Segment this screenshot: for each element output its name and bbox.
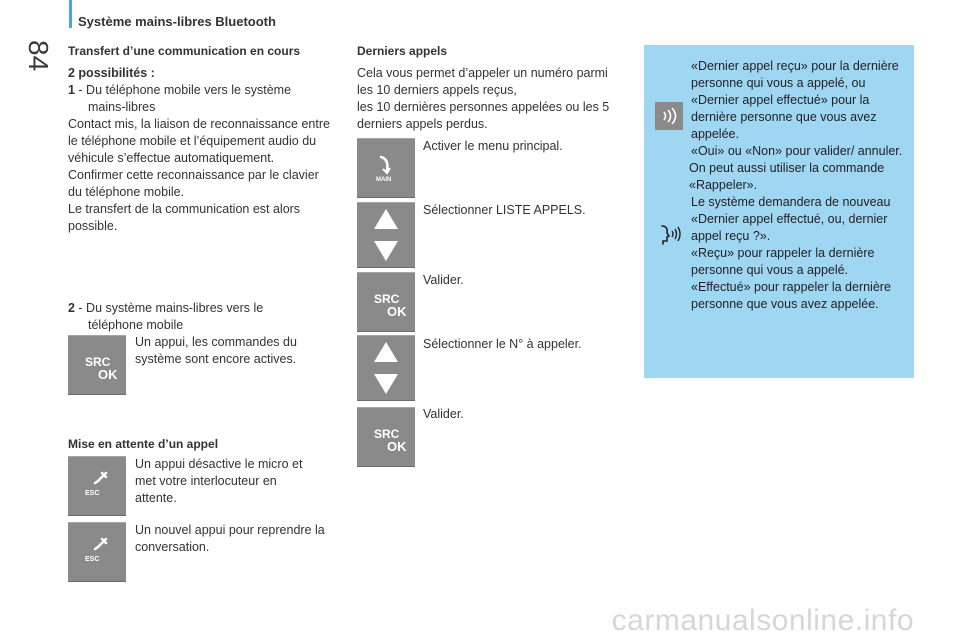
src-ok-button-step-3	[357, 272, 415, 332]
main-button	[357, 138, 415, 198]
esc-hangup-icon	[68, 457, 126, 515]
voice-panel-text-a	[691, 58, 909, 313]
voice-button	[655, 102, 683, 130]
up-down-arrows-icon	[357, 203, 415, 267]
step-1-text: Activer le menu principal.	[423, 139, 563, 153]
possibilities-label: 2 possibilités :	[68, 66, 155, 80]
last-calls-intro	[357, 65, 627, 133]
src-ok-button	[68, 335, 126, 395]
ok-label: OK	[98, 367, 118, 382]
item-1-text: - Du téléphone mobile vers le système mains-libres	[74, 83, 292, 114]
ok-label: OK	[387, 304, 407, 319]
up-down-arrows-button	[357, 202, 415, 268]
main-label: MAIN	[376, 177, 392, 183]
page-number: 84	[23, 40, 54, 72]
paragraph-2: Confirmer cette reconnaissance par le clavier du téléphone mobile.	[68, 168, 319, 199]
paragraph-1: Contact mis, la liaison de reconnaissance entre le téléphone mobile et l’équipement audio du véhicule s’effectue automatiquement.	[68, 117, 330, 165]
step-4-text: Sélectionner le N° à appeler.	[423, 337, 582, 351]
src-ok-button-icon	[357, 273, 415, 331]
step-2-text: Sélectionner LISTE APPELS.	[423, 203, 586, 217]
transfer-body	[68, 65, 330, 235]
paragraph-3: Le transfert de la communication est alors possible.	[68, 202, 301, 233]
last-calls-intro-1: Cela vous permet d’appeler un numéro parmi les 10 derniers appels reçus,	[357, 66, 608, 97]
esc-2-description: Un nouvel appui pour reprendre la conversation.	[135, 523, 325, 554]
header-accent-bar	[69, 0, 72, 28]
esc-hangup-icon	[68, 523, 126, 581]
last-calls-intro-2: les 10 dernières personnes appelées ou les 5 derniers appels perdus.	[357, 100, 610, 131]
src-description: Un appui, les commandes du système sont encore actives.	[135, 335, 297, 366]
esc-label-2: ESC	[85, 556, 100, 563]
panel-line-2: «Dernier appel effectué» pour la dernière personne que vous avez appelée.	[691, 93, 877, 141]
step-5-text: Valider.	[423, 407, 464, 421]
ok-label: OK	[387, 439, 407, 454]
esc-1-description: Un appui désactive le micro et met votre interlocuteur en attente.	[135, 457, 303, 505]
panel-line-1: «Dernier appel reçu» pour la dernière personne qui vous a appelé, ou	[691, 59, 899, 90]
item-1-number: 1	[68, 83, 75, 97]
panel-line-4: On peut aussi utiliser la commande «Rappeler».	[689, 161, 885, 192]
up-down-arrows-icon	[357, 336, 415, 400]
esc-button-2	[68, 522, 126, 582]
item-2-number: 2	[68, 301, 75, 315]
panel-line-5: Le système demandera de nouveau «Dernier appel effectué, ou, dernier appel reçu ?».	[691, 195, 891, 243]
item-2-text: - Du système mains-libres vers le téléphone mobile	[74, 301, 264, 332]
last-calls-heading: Derniers appels	[357, 44, 448, 58]
watermark-url: carmanualsonline.info	[611, 604, 914, 637]
esc-button-1	[68, 456, 126, 516]
hold-heading: Mise en attente d’un appel	[68, 437, 219, 451]
page-header-title: Système mains-libres Bluetooth	[78, 14, 276, 29]
speaking-head-icon	[656, 222, 682, 248]
item-1	[68, 82, 330, 116]
src-ok-button-icon	[357, 408, 415, 466]
step-3-text: Valider.	[423, 273, 464, 287]
panel-line-7: «Effectué» pour rappeler la dernière personne que vous avez appelée.	[691, 280, 891, 311]
page-number-wrap	[23, 40, 54, 80]
src-label: SRC	[374, 292, 400, 306]
voice-command-icon	[655, 102, 683, 130]
item-2	[68, 300, 318, 334]
src-label: SRC	[85, 355, 111, 369]
panel-line-6: «Reçu» pour rappeler la dernière personne qui vous a appelé.	[691, 246, 875, 277]
src-ok-button-icon	[68, 336, 126, 394]
up-down-arrows-button-2	[357, 335, 415, 401]
src-label: SRC	[374, 427, 400, 441]
src-ok-button-step-5	[357, 407, 415, 467]
panel-line-3: «Oui» ou «Non» pour valider/ annuler.	[691, 144, 903, 158]
main-button-icon	[357, 139, 415, 197]
transfer-heading: Transfert d’une communication en cours	[68, 44, 301, 58]
esc-label-1: ESC	[85, 490, 100, 497]
